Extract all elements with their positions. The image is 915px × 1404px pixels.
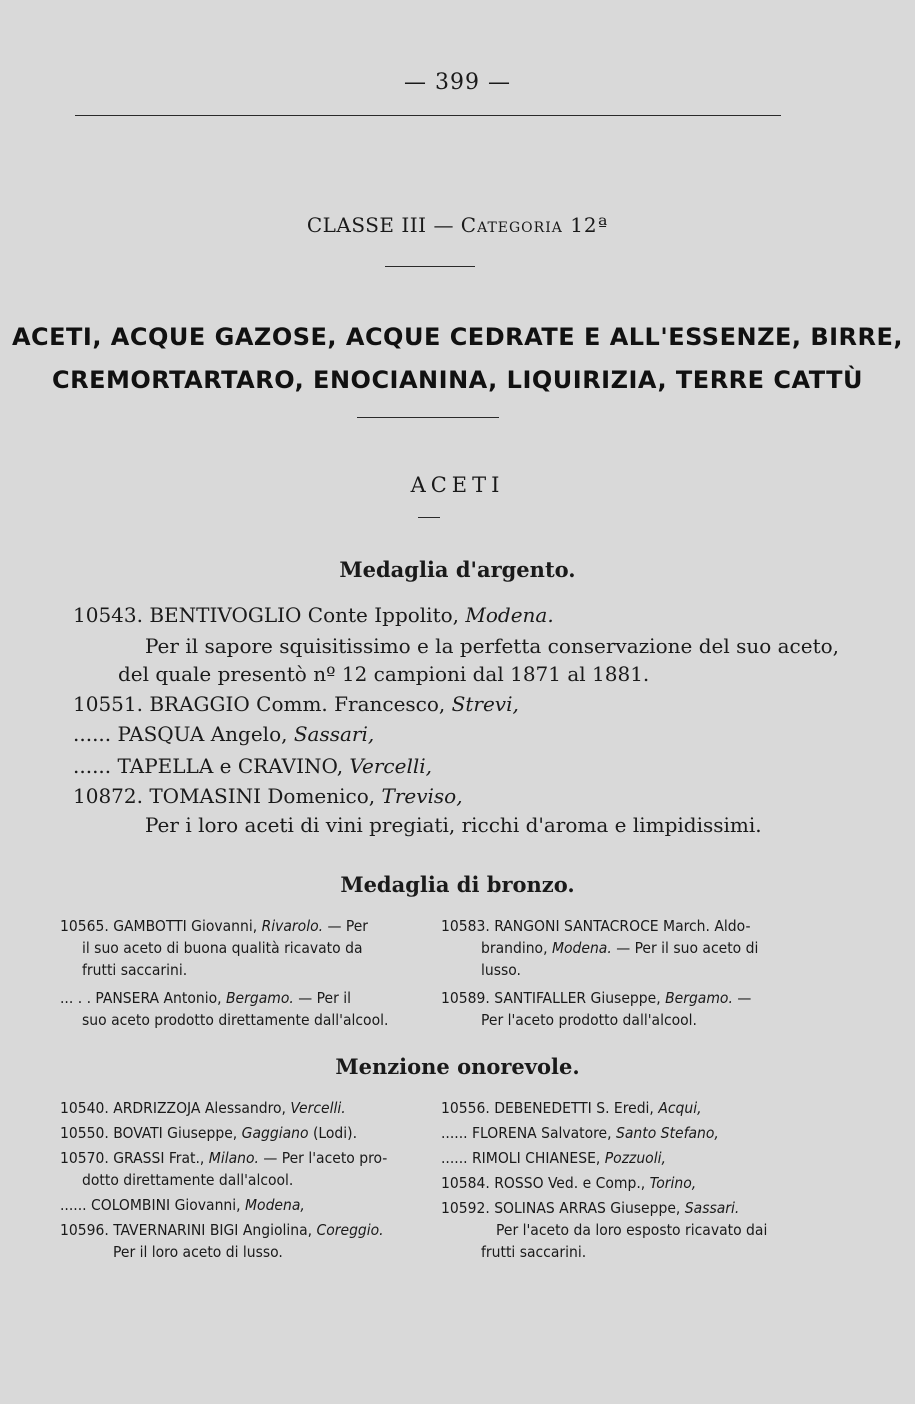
- entry-place: Santo Stefano,: [616, 1124, 719, 1142]
- list-item: del quale presentò nº 12 campioni dal 1871 al 1881.: [118, 662, 650, 686]
- class-category: Categoria 12ª: [460, 213, 609, 237]
- entry-place: Acqui,: [658, 1099, 702, 1117]
- entry-text: 10589. SANTIFALLER Giuseppe,: [441, 989, 661, 1007]
- divider-rule: [385, 266, 475, 267]
- heading-bronzo: Medaglia di bronzo.: [340, 872, 575, 897]
- entry-text: 10540. ARDRIZZOJA Alessandro,: [60, 1099, 286, 1117]
- entry-text: ...... RIMOLI CHIANESE,: [441, 1149, 601, 1167]
- list-item: Per il loro aceto di lusso.: [113, 1243, 283, 1261]
- list-item: frutti saccarini.: [82, 961, 188, 979]
- list-item: Per l'aceto da loro esposto ricavato dai: [496, 1221, 768, 1239]
- entry-text: ...... FLORENA Salvatore,: [441, 1124, 612, 1142]
- entry-name: BRAGGIO Comm. Francesco,: [149, 692, 446, 716]
- entry-number: 10543.: [73, 603, 143, 627]
- entry-text: ...... COLOMBINI Giovanni,: [60, 1196, 241, 1214]
- entry-text: 10596. TAVERNARINI BIGI Angiolina,: [60, 1221, 313, 1239]
- entry-text: — Per il: [298, 989, 351, 1007]
- entry-number: 10551.: [73, 692, 143, 716]
- entry-place: Sassari,: [293, 722, 375, 746]
- entry-place: Bergamo.: [225, 989, 294, 1007]
- entry-text: — Per il suo aceto di: [616, 939, 759, 957]
- entry-place: Modena,: [245, 1196, 305, 1214]
- entry-place: Sassari.: [684, 1199, 740, 1217]
- list-item: [60, 917, 368, 935]
- class-heading: [0, 213, 915, 237]
- list-item: [441, 1149, 666, 1167]
- entry-text: 10584. ROSSO Ved. e Comp.,: [441, 1174, 646, 1192]
- title-line-2: CREMORTARTARO, ENOCIANINA, LIQUIRIZIA, TERRE CATTÙ: [51, 366, 864, 394]
- list-item: [441, 1124, 719, 1142]
- list-item: suo aceto prodotto direttamente dall'alcool.: [82, 1011, 389, 1029]
- entry-text: 10565. GAMBOTTI Giovanni,: [60, 917, 258, 935]
- class-prefix: CLASSE III —: [306, 213, 454, 237]
- entry-text: 10570. GRASSI Frat.,: [60, 1149, 205, 1167]
- list-item: 10583. RANGONI SANTACROCE March. Aldo-: [441, 917, 751, 935]
- list-item: [60, 1196, 305, 1214]
- list-item: [60, 1149, 387, 1167]
- list-item: [441, 989, 751, 1007]
- heading-argento: Medaglia d'argento.: [339, 557, 576, 582]
- entry-place: Coreggio.: [316, 1221, 384, 1239]
- entry-text: — Per: [327, 917, 369, 935]
- list-item: [73, 784, 463, 808]
- section-title: ACETI: [410, 473, 505, 497]
- entry-name: BENTIVOGLIO Conte Ippolito,: [149, 603, 460, 627]
- entry-text: ... . . PANSERA Antonio,: [60, 989, 222, 1007]
- entry-place: Modena.: [551, 939, 612, 957]
- list-item: dotto direttamente dall'alcool.: [82, 1171, 294, 1189]
- list-item: frutti saccarini.: [481, 1243, 587, 1261]
- list-item: [60, 1124, 357, 1142]
- entry-text: 10550. BOVATI Giuseppe,: [60, 1124, 238, 1142]
- list-item: [60, 1099, 346, 1117]
- header-rule: [75, 115, 781, 116]
- entry-number: ......: [73, 722, 112, 746]
- entry-place: Gaggiano: [241, 1124, 309, 1142]
- list-item: lusso.: [481, 961, 521, 979]
- list-item: [73, 603, 554, 627]
- entry-name: TAPELLA e CRAVINO,: [117, 754, 344, 778]
- entry-text: 10556. DEBENEDETTI S. Eredi,: [441, 1099, 654, 1117]
- entry-place: Strevi,: [451, 692, 519, 716]
- entry-place: Milano.: [208, 1149, 259, 1167]
- list-item: [441, 1199, 739, 1217]
- entry-text: — Per l'aceto pro-: [263, 1149, 388, 1167]
- title-line-1: ACETI, ACQUE GAZOSE, ACQUE CEDRATE E ALL'ESSENZE, BIRRE,: [11, 323, 904, 351]
- entry-text: brandino,: [481, 939, 548, 957]
- list-item: Per l'aceto prodotto dall'alcool.: [481, 1011, 697, 1029]
- list-item: [73, 754, 432, 778]
- entry-name: TOMASINI Domenico,: [149, 784, 376, 808]
- list-item: [441, 1099, 702, 1117]
- list-item: [60, 1221, 384, 1239]
- list-item: [481, 939, 758, 957]
- entry-place: Torino,: [649, 1174, 697, 1192]
- entry-name: PASQUA Angelo,: [117, 722, 288, 746]
- page-number: — 399 —: [404, 70, 511, 95]
- divider-rule: [418, 517, 440, 518]
- entry-number: ......: [73, 754, 112, 778]
- entry-place: Bergamo.: [665, 989, 733, 1007]
- entry-text: —: [737, 989, 752, 1007]
- list-item: [60, 989, 351, 1007]
- entry-place: Rivarolo.: [261, 917, 324, 935]
- entry-text: 10592. SOLINAS ARRAS Giuseppe,: [441, 1199, 681, 1217]
- list-item: [73, 722, 374, 746]
- entry-place: Pozzuoli,: [604, 1149, 666, 1167]
- list-item: Per i loro aceti di vini pregiati, ricchi d'aroma e limpidissimi.: [145, 813, 762, 837]
- list-item: [441, 1174, 696, 1192]
- entry-place: Vercelli,: [349, 754, 433, 778]
- heading-menzione: Menzione onorevole.: [335, 1054, 580, 1079]
- list-item: Per il sapore squisitissimo e la perfetta conservazione del suo aceto,: [145, 634, 840, 658]
- entry-place: Modena.: [465, 603, 554, 627]
- entry-number: 10872.: [73, 784, 143, 808]
- list-item: il suo aceto di buona qualità ricavato da: [82, 939, 363, 957]
- list-item: [73, 692, 519, 716]
- entry-place: Vercelli.: [290, 1099, 346, 1117]
- entry-place: Treviso,: [381, 784, 463, 808]
- divider-rule: [357, 417, 499, 418]
- entry-text: (Lodi).: [312, 1124, 358, 1142]
